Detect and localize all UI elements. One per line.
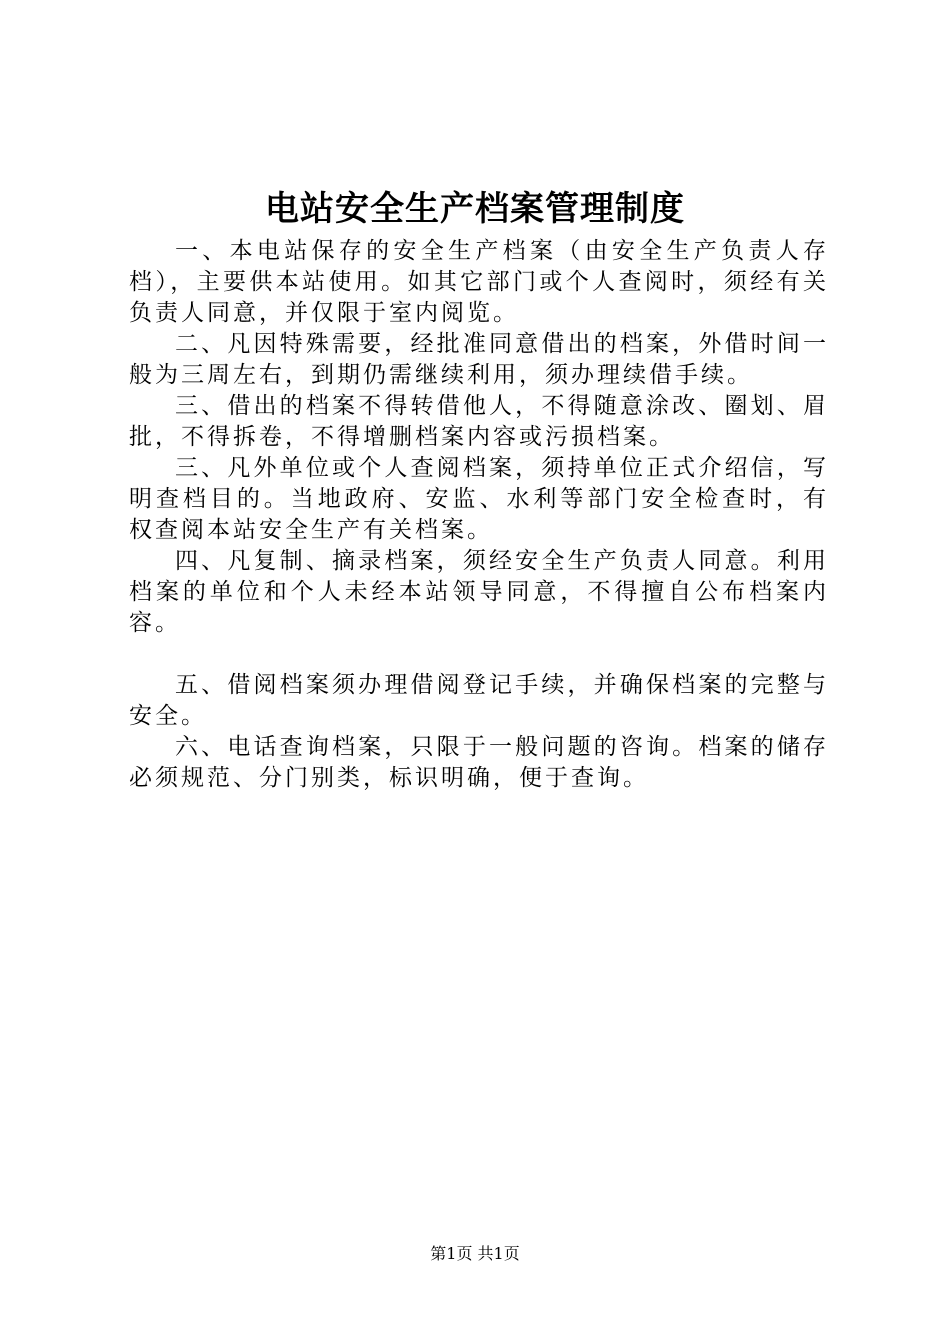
paragraph-7: 六、电话查询档案，只限于一般问题的咨询。档案的储存必须规范、分门别类，标识明确，便于查询。 xyxy=(129,734,829,791)
paragraph-4: 三、凡外单位或个人查阅档案，须持单位正式介绍信，写明查档目的。当地政府、安监、水利等部门安全检查时，有权查阅本站安全生产有关档案。 xyxy=(129,455,829,543)
paragraph-2: 二、凡因特殊需要，经批准同意借出的档案，外借时间一般为三周左右，到期仍需继续利用，须办理续借手续。 xyxy=(129,331,829,388)
paragraph-6: 五、借阅档案须办理借阅登记手续，并确保档案的完整与安全。 xyxy=(129,672,829,729)
page-footer: 第1页 共1页 xyxy=(430,1244,520,1263)
paragraph-5: 四、凡复制、摘录档案，须经安全生产负责人同意。利用档案的单位和个人未经本站领导同意，不得擅自公布档案内容。 xyxy=(129,548,829,636)
paragraph-3: 三、借出的档案不得转借他人，不得随意涂改、圈划、眉批，不得拆卷，不得增删档案内容或污损档案。 xyxy=(129,393,829,450)
document-body xyxy=(129,236,829,794)
page-title: 电站安全生产档案管理制度 xyxy=(265,189,685,229)
paragraph-1: 一、本电站保存的安全生产档案（由安全生产负责人存档），主要供本站使用。如其它部门或个人查阅时，须经有关负责人同意，并仅限于室内阅览。 xyxy=(129,238,829,326)
